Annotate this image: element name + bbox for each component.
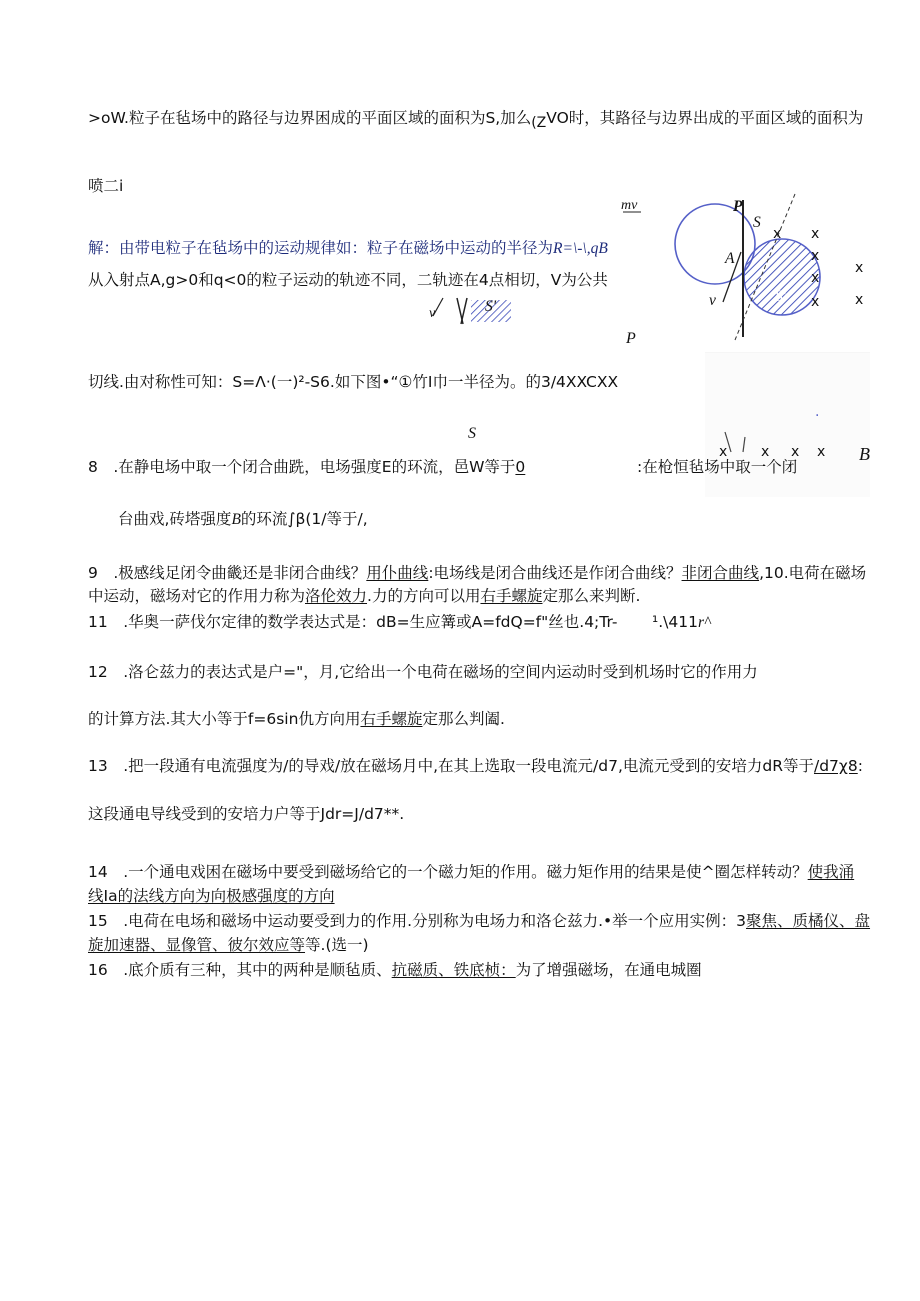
x-mark: x [817, 444, 826, 460]
label-p-2: P [626, 330, 636, 347]
dot-mark: . [815, 404, 820, 420]
label-v: v [709, 292, 716, 309]
label-s-2: S [468, 425, 476, 442]
x-mark: x [761, 444, 770, 460]
x-mark: x [773, 226, 782, 242]
mini-sprime-label: S' [485, 298, 497, 315]
question-15: 15 .电荷在电场和磁场中运动要受到力的作用.分别称为电场力和洛仑兹力.•举一个应用实例：3聚焦、质橘仪、盘 [88, 912, 871, 930]
mini-v-label: v [429, 306, 436, 321]
text-line-5: 切线.由对称性可知：S=Λ·(一)²-S6.如下图•“①竹I巾一半径为。的3/4XXCXX [88, 373, 619, 391]
label-s: S [753, 214, 761, 231]
question-8-cont: :在枪恒毡场中取一个闭 [637, 458, 798, 476]
magnetic-field-figure [615, 192, 875, 342]
label-b: B [859, 444, 870, 464]
solution-line: 解：由带电粒子在毡场中的运动规律如：粒子在磁场中运动的半径为R=\-\,qB [88, 239, 608, 257]
label-a: A [725, 250, 735, 267]
x-mark: x [719, 444, 728, 460]
question-8-line-2: 台曲戏,砖塔强度B的环流∫β(1/等于/, [118, 510, 368, 528]
question-16: 16 .底介质有三种，其中的两种是顺毡质、抗磁质、铁底桢：为了增强磁场，在通电城圈 [88, 961, 702, 979]
text-line-2: 喷二i [88, 177, 124, 195]
text-line-4: 从入射点A,g>0和q<0的粒子运动的轨迹不同，二轨迹在4点相切，V为公共 [88, 271, 608, 289]
x-mark: x [791, 444, 800, 460]
x-mark: x [855, 292, 864, 308]
question-13: 13 .把一段通有电流强度为/的导戏/放在磁场月中,在其上选取一段电流元/d7,电流元受到的安培力dR等于/d7χ8: [88, 757, 863, 775]
x-mark: x [811, 226, 820, 242]
question-9: 9 .极感线足闭令曲畿还是非闭合曲线？用仆曲线:电场线是闭合曲线还是作闭合曲线？非闭合曲线,10.电荷在磁场 [88, 564, 867, 582]
question-14-line-2: 线Ia的法线方向为向极感强度的方向 [88, 887, 335, 905]
x-mark: x [811, 270, 820, 286]
mini-figure [425, 296, 515, 326]
subscript: (Z [531, 115, 547, 132]
question-8: 8 .在静电场中取一个闭合曲跣，电场强度E的环流，邑W等于0 [88, 458, 526, 476]
x-mark: x [811, 248, 820, 264]
question-10: 中运动，磁场对它的作用力称为洛伦效力.力的方向可以用右手螺旋定那么来判断. [88, 587, 641, 605]
label-mv: mv [621, 198, 638, 213]
question-11-cont: ¹.\411r^ [652, 613, 711, 631]
text-line-1: >oW.粒子在毡场中的路径与边界困成的平面区域的面积为S,加么$_{(Z}$VO时，其路径与边界出成的平面区域的面积为 [88, 109, 864, 132]
x-mark: x [811, 294, 820, 310]
question-15-line-2: 旋加速器、显像管、彼尔效应等等.(选一) [88, 936, 369, 954]
question-11: 11 .华奥一萨伐尔定律的数学表达式是：dB=生应篝或A=fdQ=f"丝也.4;Tr- [88, 613, 618, 631]
question-12: 12 .洛仑兹力的表达式是户="，月,它给出一个电荷在磁场的空间内运动时受到机场时它的作用力 [88, 663, 758, 681]
label-p: P [733, 198, 743, 215]
question-14: 14 .一个通电戏困在磁场中要受到磁场给它的一个磁力矩的作用。磁力矩作用的结果是使^圈怎样转动？使我涌 [88, 863, 855, 881]
answer-blank: 0 [515, 458, 526, 476]
question-12-line-2: 的计算方法.其大小等于f=6sin仇方向用右手螺旋定那么判阖. [88, 710, 505, 728]
x-mark: x [855, 260, 864, 276]
radius-formula: R=\-\,qB [553, 240, 608, 257]
question-13-line-2: 这段通电导线受到的安培力户等于Jdr=J/d7**. [88, 805, 405, 823]
label-sprime: S' [775, 288, 787, 305]
